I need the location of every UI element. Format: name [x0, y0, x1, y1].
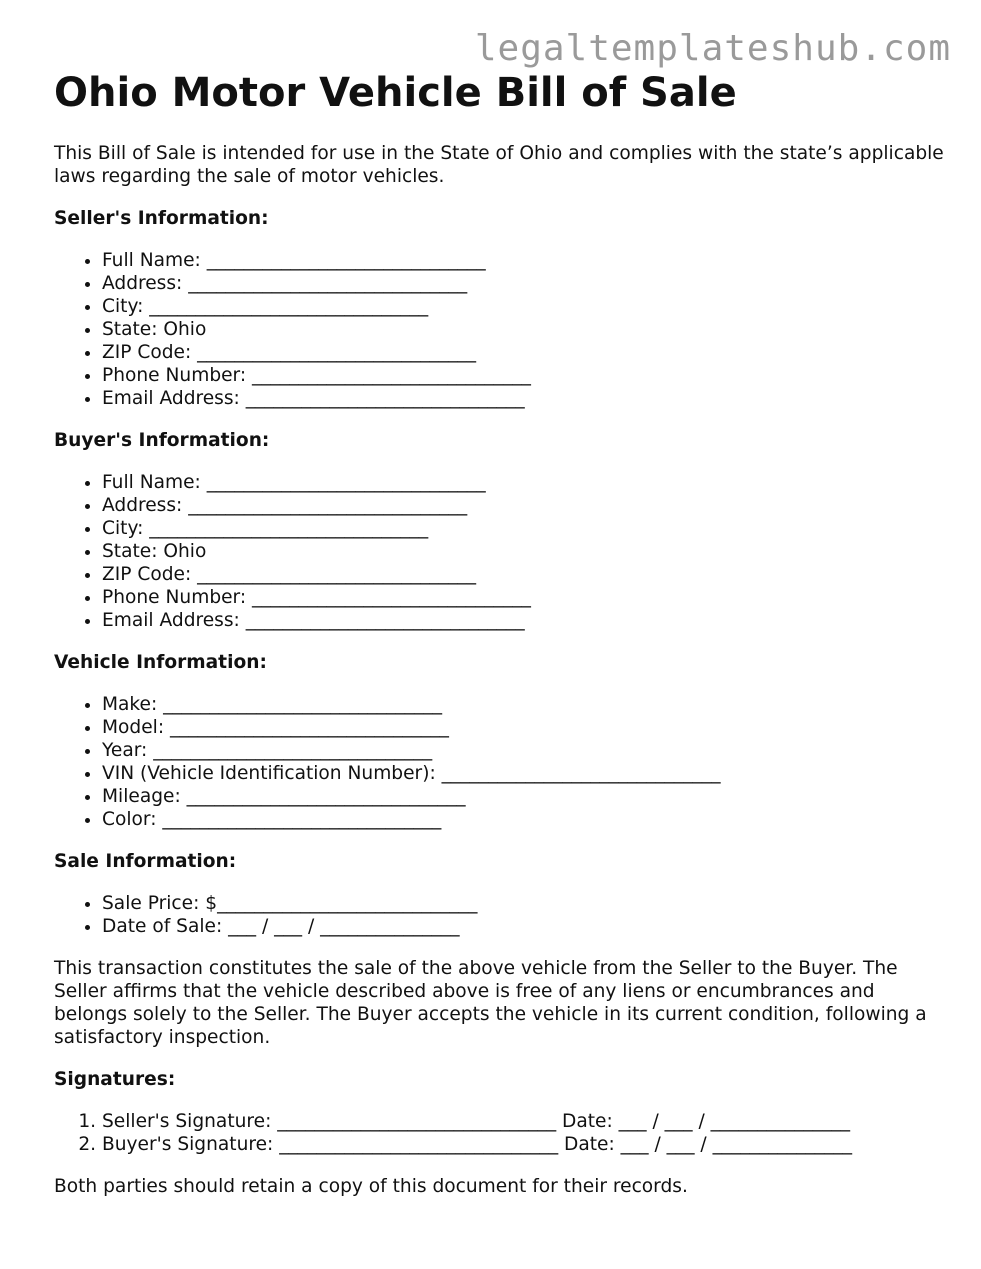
- vehicle-year: • Year: ______________________________: [102, 739, 944, 762]
- closing-paragraph: Both parties should retain a copy of this document for their records.: [54, 1176, 688, 1197]
- seller-email: • Email Address: ______________________________: [102, 387, 944, 410]
- sale-price: • Sale Price: $____________________________: [102, 892, 944, 915]
- buyer-address: • Address: ______________________________: [102, 494, 944, 517]
- buyer-zip: • ZIP Code: ______________________________: [102, 563, 944, 586]
- buyer-heading: Buyer's Information:: [54, 430, 270, 451]
- buyer-email: • Email Address: ______________________________: [102, 609, 944, 632]
- buyer-state: • State: Ohio: [102, 540, 944, 563]
- signatures-list: [54, 1110, 944, 1156]
- sale-list: [54, 892, 944, 938]
- seller-state: • State: Ohio: [102, 318, 944, 341]
- sale-date: • Date of Sale: ___ / ___ / _______________: [102, 915, 944, 938]
- statement-paragraph: This transaction constitutes the sale of the above vehicle from the Seller to the Buyer. The Seller affirms that the vehicle described above is free of any liens or encumbrances and belongs solely to the Seller. The Buyer accepts the vehicle in its current condition, following a satisfactory inspection.: [54, 958, 927, 1048]
- watermark: legaltemplateshub.com: [474, 28, 951, 69]
- buyer-list: [54, 471, 944, 632]
- page-title: Ohio Motor Vehicle Bill of Sale: [54, 70, 737, 116]
- buyer-city: • City: ______________________________: [102, 517, 944, 540]
- vehicle-color: • Color: ______________________________: [102, 808, 944, 831]
- document-body: [54, 66, 944, 1198]
- buyer-phone: • Phone Number: ______________________________: [102, 586, 944, 609]
- seller-zip: • ZIP Code: ______________________________: [102, 341, 944, 364]
- vehicle-list: [54, 693, 944, 831]
- vehicle-heading: Vehicle Information:: [54, 652, 267, 673]
- seller-list: [54, 249, 944, 410]
- vehicle-mileage: • Mileage: ______________________________: [102, 785, 944, 808]
- seller-address: • Address: ______________________________: [102, 272, 944, 295]
- seller-phone: • Phone Number: ______________________________: [102, 364, 944, 387]
- buyer-full-name: • Full Name: ______________________________: [102, 471, 944, 494]
- buyer-signature: 2. Buyer's Signature: ______________________________ Date: ___ / ___ / _______________: [102, 1133, 944, 1156]
- vehicle-make: • Make: ______________________________: [102, 693, 944, 716]
- intro-paragraph: This Bill of Sale is intended for use in the State of Ohio and complies with the state’s applicable laws regarding the sale of motor vehicles.: [54, 143, 944, 187]
- seller-full-name: • Full Name: ______________________________: [102, 249, 944, 272]
- seller-heading: Seller's Information:: [54, 208, 269, 229]
- vehicle-model: • Model: ______________________________: [102, 716, 944, 739]
- vehicle-vin: • VIN (Vehicle Identification Number): ______________________________: [102, 762, 944, 785]
- sale-heading: Sale Information:: [54, 851, 237, 872]
- seller-city: • City: ______________________________: [102, 295, 944, 318]
- signatures-heading: Signatures:: [54, 1069, 176, 1090]
- seller-signature: 1. Seller's Signature: ______________________________ Date: ___ / ___ / _______________: [102, 1110, 944, 1133]
